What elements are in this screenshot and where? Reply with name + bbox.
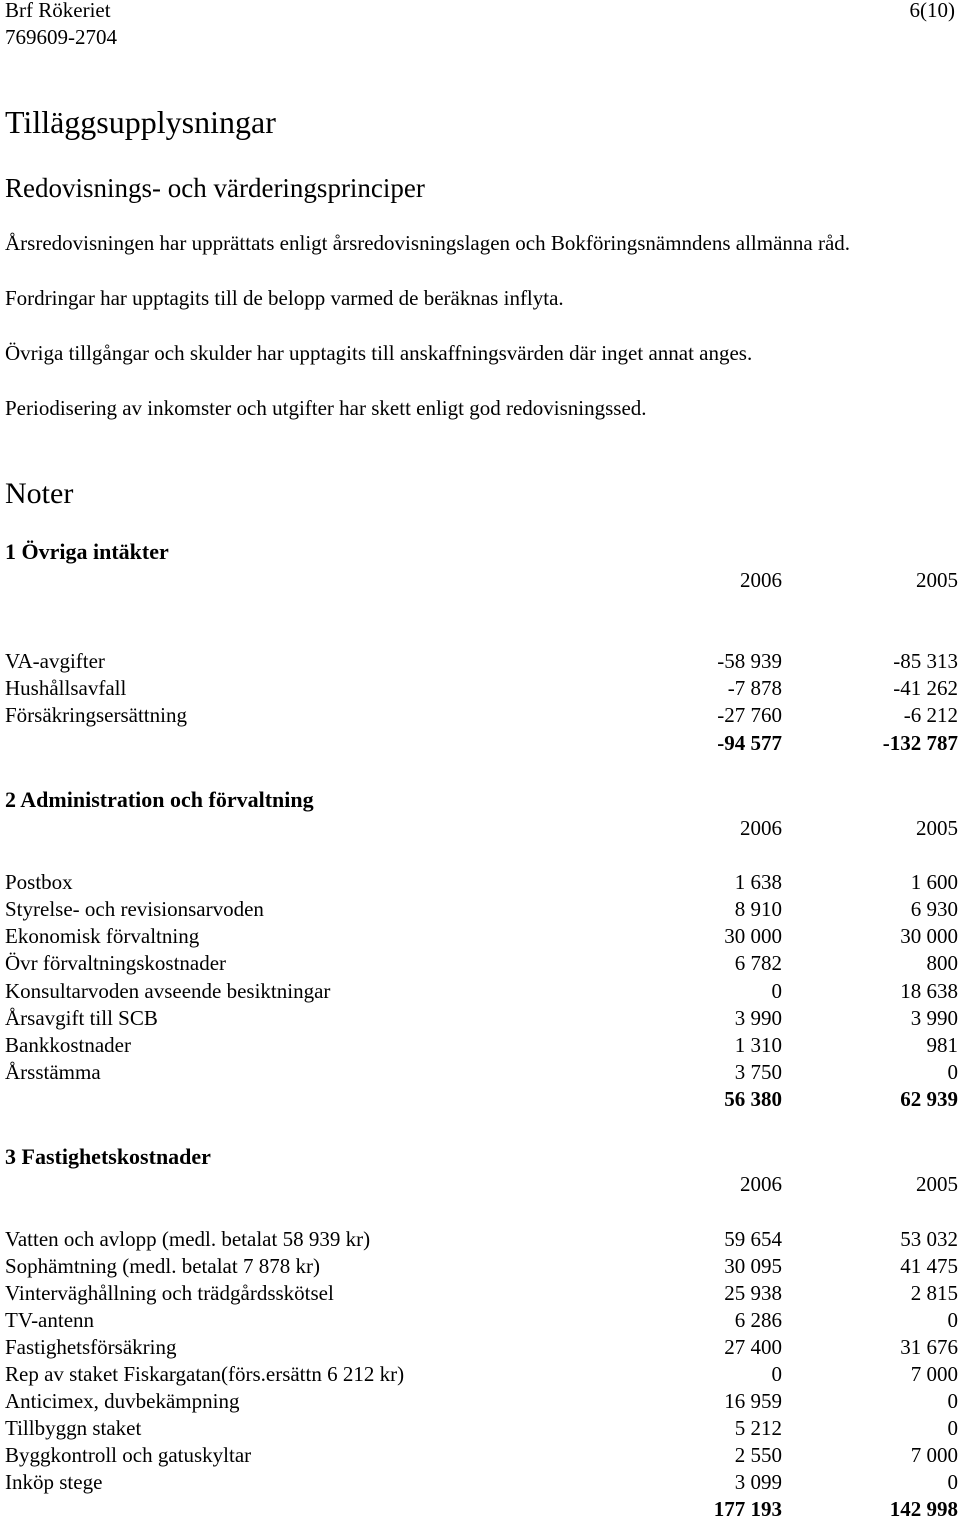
principle-paragraph: Fordringar har upptagits till de belopp varmed de beräknas inflyta.: [5, 286, 564, 310]
row-label: Anticimex, duvbekämpning: [5, 1389, 240, 1413]
row-label: Vinterväghållning och trädgårdsskötsel: [5, 1281, 334, 1305]
row-value-2006: 3 750: [734, 1060, 782, 1084]
row-value-2005: 31 676: [900, 1335, 958, 1359]
year-header-row: [0, 1171, 960, 1198]
note-title: 2 Administration och förvaltning: [5, 787, 314, 812]
table-row: [0, 675, 960, 702]
row-value-2006: 16 959: [724, 1389, 782, 1413]
total-2006: 56 380: [724, 1087, 782, 1111]
row-label: Bankkostnader: [5, 1033, 131, 1057]
row-label: Konsultarvoden avseende besiktningar: [5, 979, 331, 1003]
row-label: Tillbyggn staket: [5, 1416, 142, 1440]
row-value-2005: 981: [926, 1033, 958, 1057]
row-value-2005: 3 990: [910, 1006, 958, 1030]
document-header: [5, 0, 117, 51]
row-label: VA-avgifter: [5, 649, 105, 673]
row-value-2006: 1 638: [734, 870, 782, 894]
row-value-2005: 0: [947, 1308, 958, 1332]
row-value-2006: 6 782: [734, 951, 782, 975]
row-label: Ekonomisk förvaltning: [5, 924, 200, 948]
table-row: [0, 869, 960, 896]
total-2005: 62 939: [900, 1087, 958, 1111]
table-row: [0, 1388, 960, 1415]
total-2006: 177 193: [713, 1497, 782, 1521]
row-value-2006: 2 550: [734, 1443, 782, 1467]
row-value-2006: 59 654: [724, 1227, 782, 1251]
row-value-2006: 3 099: [734, 1470, 782, 1494]
row-value-2005: 1 600: [910, 870, 958, 894]
table-row: [0, 1005, 960, 1032]
table-row: [0, 702, 960, 729]
row-value-2005: -6 212: [903, 703, 958, 727]
row-label: Byggkontroll och gatuskyltar: [5, 1443, 252, 1467]
row-value-2005: -41 262: [893, 676, 958, 700]
row-value-2006: 5 212: [734, 1416, 782, 1440]
row-value-2005: 7 000: [910, 1443, 958, 1467]
principle-paragraph: Årsredovisningen har upprättats enligt årsredovisningslagen och Bokföringsnämndens allmänna råd.: [5, 231, 851, 255]
row-label: Inköp stege: [5, 1470, 103, 1494]
total-2006: -94 577: [717, 731, 782, 755]
table-row: [0, 923, 960, 950]
year-column-2: 2005: [916, 816, 958, 840]
row-value-2006: 3 990: [734, 1006, 782, 1030]
row-value-2005: 53 032: [900, 1227, 958, 1251]
row-label: Årsstämma: [5, 1060, 101, 1084]
row-label: Årsavgift till SCB: [5, 1006, 158, 1030]
row-label: Sophämtning (medl. betalat 7 878 kr): [5, 1254, 320, 1278]
table-row: [0, 1415, 960, 1442]
row-value-2005: 800: [926, 951, 958, 975]
row-value-2006: -58 939: [717, 649, 782, 673]
row-label: Rep av staket Fiskargatan(förs.ersättn 6 212 kr): [5, 1362, 405, 1386]
row-value-2005: 41 475: [900, 1254, 958, 1278]
table-row: [0, 950, 960, 977]
table-row: [0, 1334, 960, 1361]
row-value-2005: 30 000: [900, 924, 958, 948]
table-row: [0, 1253, 960, 1280]
table-row: [0, 896, 960, 923]
row-label: Övr förvaltningskostnader: [5, 951, 227, 975]
year-column-2: 2005: [916, 1172, 958, 1196]
table-row: [0, 978, 960, 1005]
page-number: 6(10): [909, 0, 955, 22]
table-row: [0, 1226, 960, 1253]
org-name: Brf Rökeriet: [5, 0, 111, 22]
principle-paragraph: Periodisering av inkomster och utgifter har skett enligt god redovisningssed.: [5, 396, 647, 420]
table-row: [0, 1059, 960, 1086]
notes-heading: Noter: [5, 477, 74, 510]
note-title: 1 Övriga intäkter: [5, 539, 169, 564]
total-row: [0, 1086, 960, 1113]
total-row: [0, 730, 960, 757]
table-row: [0, 1361, 960, 1388]
row-label: Postbox: [5, 870, 73, 894]
year-header-row: [0, 567, 960, 594]
table-row: [0, 1280, 960, 1307]
page-title: Tilläggsupplysningar: [5, 104, 276, 140]
note-title: 3 Fastighetskostnader: [5, 1144, 211, 1169]
row-value-2006: 0: [771, 1362, 782, 1386]
total-2005: -132 787: [882, 731, 958, 755]
table-row: [0, 1469, 960, 1496]
row-label: Försäkringsersättning: [5, 703, 187, 727]
year-header-row: [0, 815, 960, 842]
total-2005: 142 998: [889, 1497, 958, 1521]
row-value-2006: 6 286: [734, 1308, 782, 1332]
row-value-2005: 0: [947, 1060, 958, 1084]
year-column-1: 2006: [740, 816, 782, 840]
row-value-2005: 18 638: [900, 979, 958, 1003]
row-value-2005: 0: [947, 1470, 958, 1494]
row-value-2006: 8 910: [734, 897, 782, 921]
row-label: TV-antenn: [5, 1308, 95, 1332]
year-column-2: 2005: [916, 568, 958, 592]
row-value-2005: -85 313: [893, 649, 958, 673]
row-label: Styrelse- och revisionsarvoden: [5, 897, 264, 921]
row-value-2006: 27 400: [724, 1335, 782, 1359]
row-value-2006: -7 878: [727, 676, 782, 700]
row-value-2005: 6 930: [910, 897, 958, 921]
row-label: Fastighetsförsäkring: [5, 1335, 177, 1359]
row-value-2006: 0: [771, 979, 782, 1003]
row-value-2006: -27 760: [717, 703, 782, 727]
row-value-2006: 30 000: [724, 924, 782, 948]
table-row: [0, 1032, 960, 1059]
principle-paragraph: Övriga tillgångar och skulder har upptagits till anskaffningsvärden där inget annat anges.: [5, 341, 753, 365]
row-value-2006: 30 095: [724, 1254, 782, 1278]
year-column-1: 2006: [740, 568, 782, 592]
org-number: 769609-2704: [5, 25, 117, 49]
row-value-2005: 0: [947, 1416, 958, 1440]
row-value-2005: 2 815: [910, 1281, 958, 1305]
table-row: [0, 648, 960, 675]
principles-heading: Redovisnings- och värderingsprinciper: [5, 173, 425, 203]
row-value-2005: 0: [947, 1389, 958, 1413]
table-row: [0, 1442, 960, 1469]
row-value-2005: 7 000: [910, 1362, 958, 1386]
row-label: Vatten och avlopp (medl. betalat 58 939 kr): [5, 1227, 371, 1251]
row-value-2006: 1 310: [734, 1033, 782, 1057]
table-row: [0, 1307, 960, 1334]
row-label: Hushållsavfall: [5, 676, 127, 700]
year-column-1: 2006: [740, 1172, 782, 1196]
row-value-2006: 25 938: [724, 1281, 782, 1305]
